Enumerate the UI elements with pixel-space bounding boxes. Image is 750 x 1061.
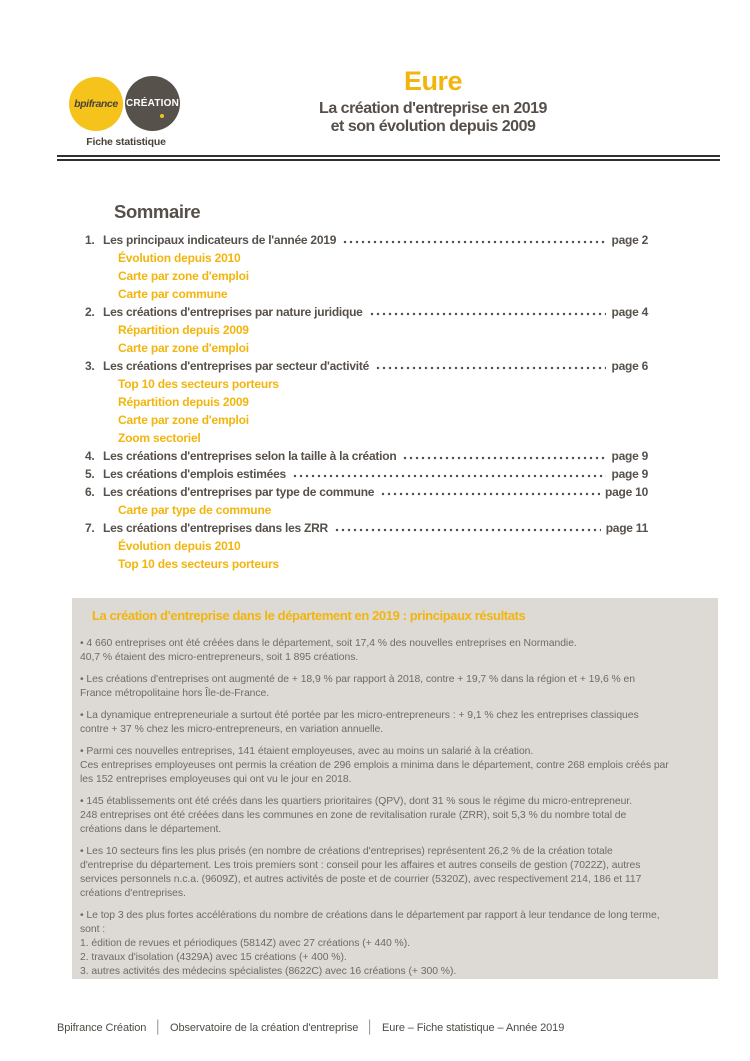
toc-item-2[interactable]	[85, 303, 648, 321]
toc-item-5[interactable]	[85, 465, 648, 483]
bpifrance-logo-icon	[69, 77, 123, 131]
toc-item-page: page 4	[611, 305, 648, 319]
footer-document-info: │ Eure – Fiche statistique – Année 2019	[358, 1022, 564, 1034]
bullet-line: • 4 660 entreprises ont été créées dans le département, soit 17,4 % des nouvelles entreprises en Normandie.	[80, 638, 577, 649]
header-divider	[57, 155, 720, 161]
toc-heading: Sommaire	[114, 201, 201, 222]
bullet-line: • Les créations d'entreprises ont augmenté de + 18,9 % par rapport à 2018, contre + 19,7 % dans la région et + 19,6 % en	[80, 674, 636, 685]
bullet-line: 3. autres activités des médecins spécialistes (8622C) avec 16 créations (+ 300 %).	[80, 966, 457, 977]
toc-subitem[interactable]: Carte par zone d'emploi	[118, 269, 249, 283]
bullet-line: services personnels n.c.a. (9609Z), et autres activités de poste et de courrier (5320Z), avec respectivement 214, 186 et 117	[80, 874, 642, 885]
dot-leader	[369, 304, 607, 316]
toc-item-4[interactable]	[85, 447, 648, 465]
toc-item-label: Les créations d'emplois estimées	[103, 467, 286, 481]
toc-subitem[interactable]: Répartition depuis 2009	[118, 395, 249, 409]
creation-logo-text: CRÉATION	[125, 98, 180, 109]
toc-item-6[interactable]	[85, 483, 648, 501]
results-box	[72, 598, 718, 979]
results-bullet	[80, 795, 714, 837]
table-of-contents	[85, 231, 648, 573]
brand-block	[69, 76, 183, 148]
results-bullet	[80, 845, 714, 901]
toc-item-label: Les créations d'entreprises par type de commune	[103, 485, 375, 499]
toc-item-number: 6.	[85, 485, 95, 499]
toc-subitem[interactable]: Carte par commune	[118, 287, 228, 301]
bullet-line: 1. édition de revues et périodiques (5814Z) avec 27 créations (+ 440 %).	[80, 938, 410, 949]
bullet-line: • Les 10 secteurs fins les plus prisés (en nombre de créations d'entreprises) représentent 26,2 % de la création totale	[80, 846, 613, 857]
toc-subitem[interactable]: Top 10 des secteurs porteurs	[118, 557, 279, 571]
toc-item-label: Les principaux indicateurs de l'année 2019	[103, 233, 337, 247]
dot-leader	[375, 358, 606, 370]
bpifrance-logo-text: bpifrance	[74, 97, 118, 110]
logo-row	[69, 76, 183, 131]
results-bullet	[80, 709, 714, 737]
toc-item-page: page 10	[605, 485, 648, 499]
bullet-line: les 152 entreprises employeuses qui ont vu le jour en 2018.	[80, 774, 352, 785]
toc-item-3[interactable]	[85, 357, 648, 375]
bullet-line: créations dans le département.	[80, 824, 222, 835]
results-bullet	[80, 909, 714, 979]
bullet-line: • La dynamique entrepreneuriale a surtout été portée par les micro-entrepreneurs : + 9,1 % chez les entreprises classiques	[80, 710, 639, 721]
subtitle-line2: et son évolution depuis 2009	[330, 117, 536, 135]
toc-item-label: Les créations d'entreprises selon la taille à la création	[103, 449, 397, 463]
bullet-line: contre + 37 % chez les micro-entrepreneurs, en variation annuelle.	[80, 724, 384, 735]
results-heading: La création d'entreprise dans le département en 2019 : principaux résultats	[92, 608, 526, 623]
toc-subitem[interactable]: Carte par zone d'emploi	[118, 413, 249, 427]
toc-subitem[interactable]: Évolution depuis 2010	[118, 539, 241, 553]
subtitle-line1: La création d'entreprise en 2019	[319, 100, 547, 117]
footer-brand: Bpifrance Création	[57, 1022, 147, 1034]
creation-logo-dot-icon	[160, 114, 164, 118]
bullet-line: • Le top 3 des plus fortes accélérations du nombre de créations dans le département par rapport à leur tendance de long terme,	[80, 910, 660, 921]
toc-item-page: page 6	[611, 359, 648, 373]
toc-subitem[interactable]: Carte par type de commune	[118, 503, 272, 517]
footer-observatory: │ Observatoire de la création d'entreprise	[146, 1022, 358, 1034]
bullet-line: • Parmi ces nouvelles entreprises, 141 étaient employeuses, avec au moins un salarié à la création.	[80, 746, 534, 757]
bullet-line: 248 entreprises ont été créées dans les communes en zone de revitalisation rurale (ZRR), soit 5,3 % du nombre total de	[80, 810, 627, 821]
page-title: Eure	[403, 66, 463, 96]
toc-item-page: page 9	[611, 449, 648, 463]
toc-item-number: 5.	[85, 467, 95, 481]
toc-item-label: Les créations d'entreprises par nature juridique	[103, 305, 363, 319]
toc-item-number: 7.	[85, 521, 95, 535]
toc-item-page: page 9	[611, 467, 648, 481]
page-footer	[57, 1020, 564, 1034]
dot-leader	[380, 484, 600, 496]
bullet-line: 2. travaux d'isolation (4329A) avec 15 créations (+ 400 %).	[80, 952, 347, 963]
bullet-line: 40,7 % étaient des micro-entrepreneurs, soit 1 895 créations.	[80, 652, 359, 663]
brand-tagline: Fiche statistique	[86, 136, 166, 148]
toc-item-1[interactable]	[85, 231, 648, 249]
document-title-block	[253, 68, 613, 135]
dot-leader	[402, 448, 606, 460]
bullet-line: sont :	[80, 924, 106, 935]
bullet-line: • 145 établissements ont été créés dans les quartiers prioritaires (QPV), dont 31 % sous le régime du micro-entrepreneur.	[80, 796, 633, 807]
toc-subitem[interactable]: Répartition depuis 2009	[118, 323, 249, 337]
toc-item-number: 1.	[85, 233, 95, 247]
dot-leader	[334, 520, 601, 532]
bullet-line: créations d'entreprises.	[80, 888, 186, 899]
toc-subitem[interactable]: Top 10 des secteurs porteurs	[118, 377, 279, 391]
bullet-line: Ces entreprises employeuses ont permis la création de 296 emplois a minima dans le département, contre 268 emplois créés par	[80, 760, 669, 771]
toc-item-page: page 11	[605, 521, 648, 535]
toc-item-number: 3.	[85, 359, 95, 373]
results-bullet	[80, 745, 714, 787]
dot-leader	[292, 466, 607, 478]
bullet-line: France métropolitaine hors Île-de-France.	[80, 688, 270, 699]
results-bullet	[80, 673, 714, 701]
toc-item-number: 2.	[85, 305, 95, 319]
bullet-line: d'entreprise du département. Les trois premiers sont : conseil pour les affaires et autres conseils de gestion (7022Z), autres	[80, 860, 641, 871]
toc-item-label: Les créations d'entreprises par secteur d'activité	[103, 359, 369, 373]
results-bullet	[80, 637, 714, 665]
creation-logo-icon	[125, 76, 180, 131]
toc-subitem[interactable]: Évolution depuis 2010	[118, 251, 241, 265]
dot-leader	[342, 232, 606, 244]
toc-subitem[interactable]: Zoom sectoriel	[118, 431, 201, 445]
toc-item-page: page 2	[611, 233, 648, 247]
toc-subitem[interactable]: Carte par zone d'emploi	[118, 341, 249, 355]
toc-item-number: 4.	[85, 449, 95, 463]
toc-item-label: Les créations d'entreprises dans les ZRR	[103, 521, 328, 535]
toc-item-7[interactable]	[85, 519, 648, 537]
